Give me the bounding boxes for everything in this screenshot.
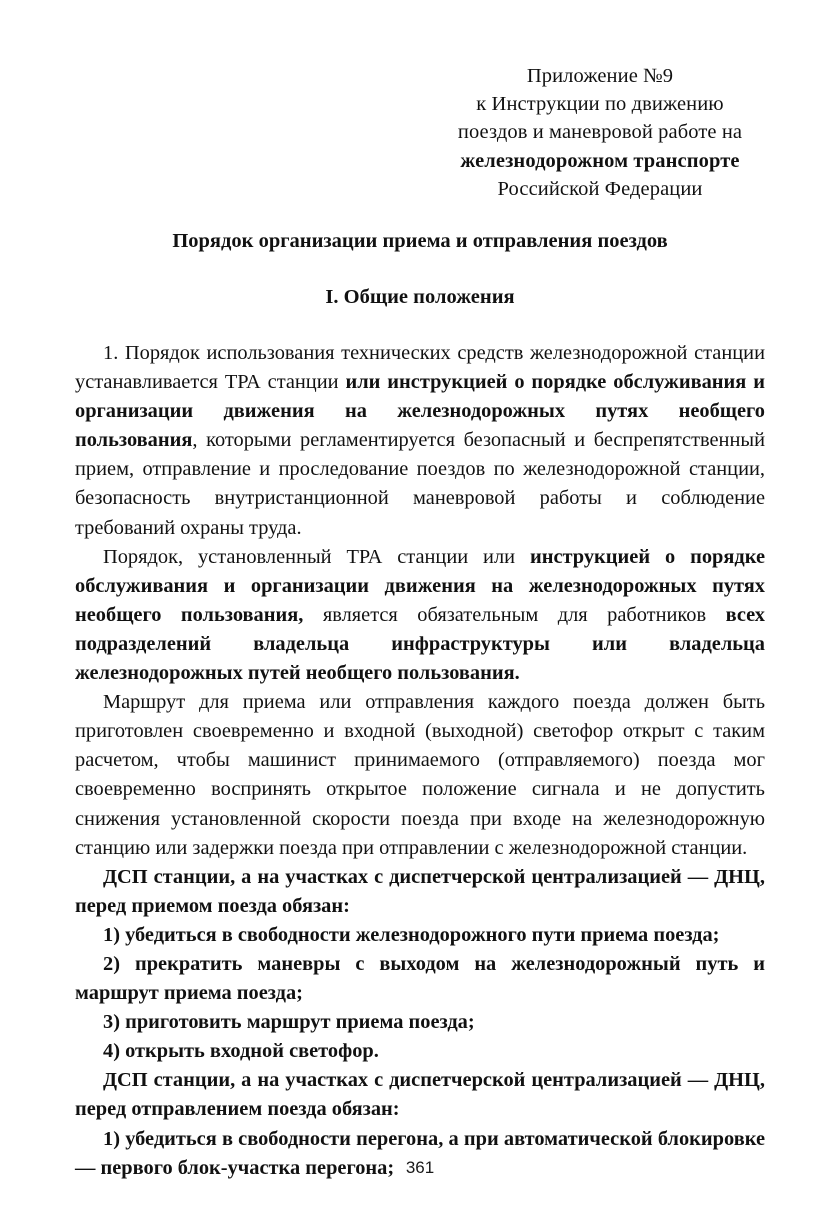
- header-line-appendix-number: Приложение №9: [526, 65, 674, 87]
- paragraph-1-part-b-bold: или инструкцией о порядке обслуживания и организации движения на железнодорожных путях необщего пользования: [75, 371, 765, 452]
- paragraph-1-part-a: 1. Порядок использования технических средств железнодорожной станции устанавливается ТРА станции: [75, 342, 765, 394]
- paragraph-2: [75, 543, 765, 688]
- page-number: 361: [405, 1158, 435, 1177]
- page-title: Порядок организации приема и отправления поездов: [172, 230, 668, 253]
- list-item-departure-1: 1) убедиться в свободности перегона, а при автоматической блокировке — первого блок-участка перегона;: [75, 1127, 765, 1179]
- list-item-reception-1: 1) убедиться в свободности железнодорожного пути приема поезда;: [103, 923, 720, 946]
- section-title: I. Общие положения: [325, 286, 515, 309]
- header-line-railway-transport: железнодорожном транспорте: [460, 149, 740, 172]
- list-item-reception-2: 2) прекратить маневры с выходом на железнодорожный путь и маршрут приема поезда;: [75, 952, 765, 1005]
- paragraph-3-route: Маршрут для приема или отправления каждого поезда должен быть приготовлен своевременно и входной (выходной) светофор открыт с таким расчетом, чтобы машинист принимаемого (отправляемого) поезда мог своевременно воспринять открытое положение сигнала и не допустить снижения установленной скорости поезда при входе на железнодорожную станцию или задержки поезда при отправлении с железнодорожной станции.: [75, 691, 765, 859]
- header-line-trains-work: поездов и маневровой работе на: [457, 121, 743, 144]
- paragraph-2-part-d-bold: всех подразделений владельца инфраструктуры или владельца железнодорожных путей необщего пользования.: [75, 603, 765, 685]
- paragraph-1-part-c: , которыми регламентируется безопасный и беспрепятственный прием, отправление и проследование поездов по железнодорожной станции, безопасность внутристанционной маневровой работы и соблюдение требований охраны труда.: [75, 429, 765, 539]
- header-line-russian-federation: Российской Федерации: [497, 177, 703, 200]
- header-line-instruction: к Инструкции по движению: [476, 93, 724, 116]
- list-item-reception-3: 3) приготовить маршрут приема поезда;: [103, 1011, 475, 1034]
- paragraph-4-dsp-reception-intro: ДСП станции, а на участках с диспетчерской централизацией — ДНЦ, перед приемом поезда обязан:: [75, 865, 765, 917]
- paragraph-1: [75, 339, 765, 543]
- paragraph-2-part-b-bold: инструкцией о порядке обслуживания и организации движения на железнодорожных путях необщего пользования,: [75, 545, 766, 626]
- paragraph-2-part-a: Порядок, установленный ТРА станции или: [103, 545, 530, 568]
- appendix-header-block: [435, 62, 765, 203]
- paragraph-2-part-c: является обязательным для работников: [303, 603, 726, 626]
- page-content: [75, 62, 765, 1183]
- paragraph-5-dsp-departure-intro: ДСП станции, а на участках с диспетчерской централизацией — ДНЦ, перед отправлением поезда обязан:: [75, 1069, 765, 1121]
- list-item-reception-4: 4) открыть входной светофор.: [103, 1040, 379, 1063]
